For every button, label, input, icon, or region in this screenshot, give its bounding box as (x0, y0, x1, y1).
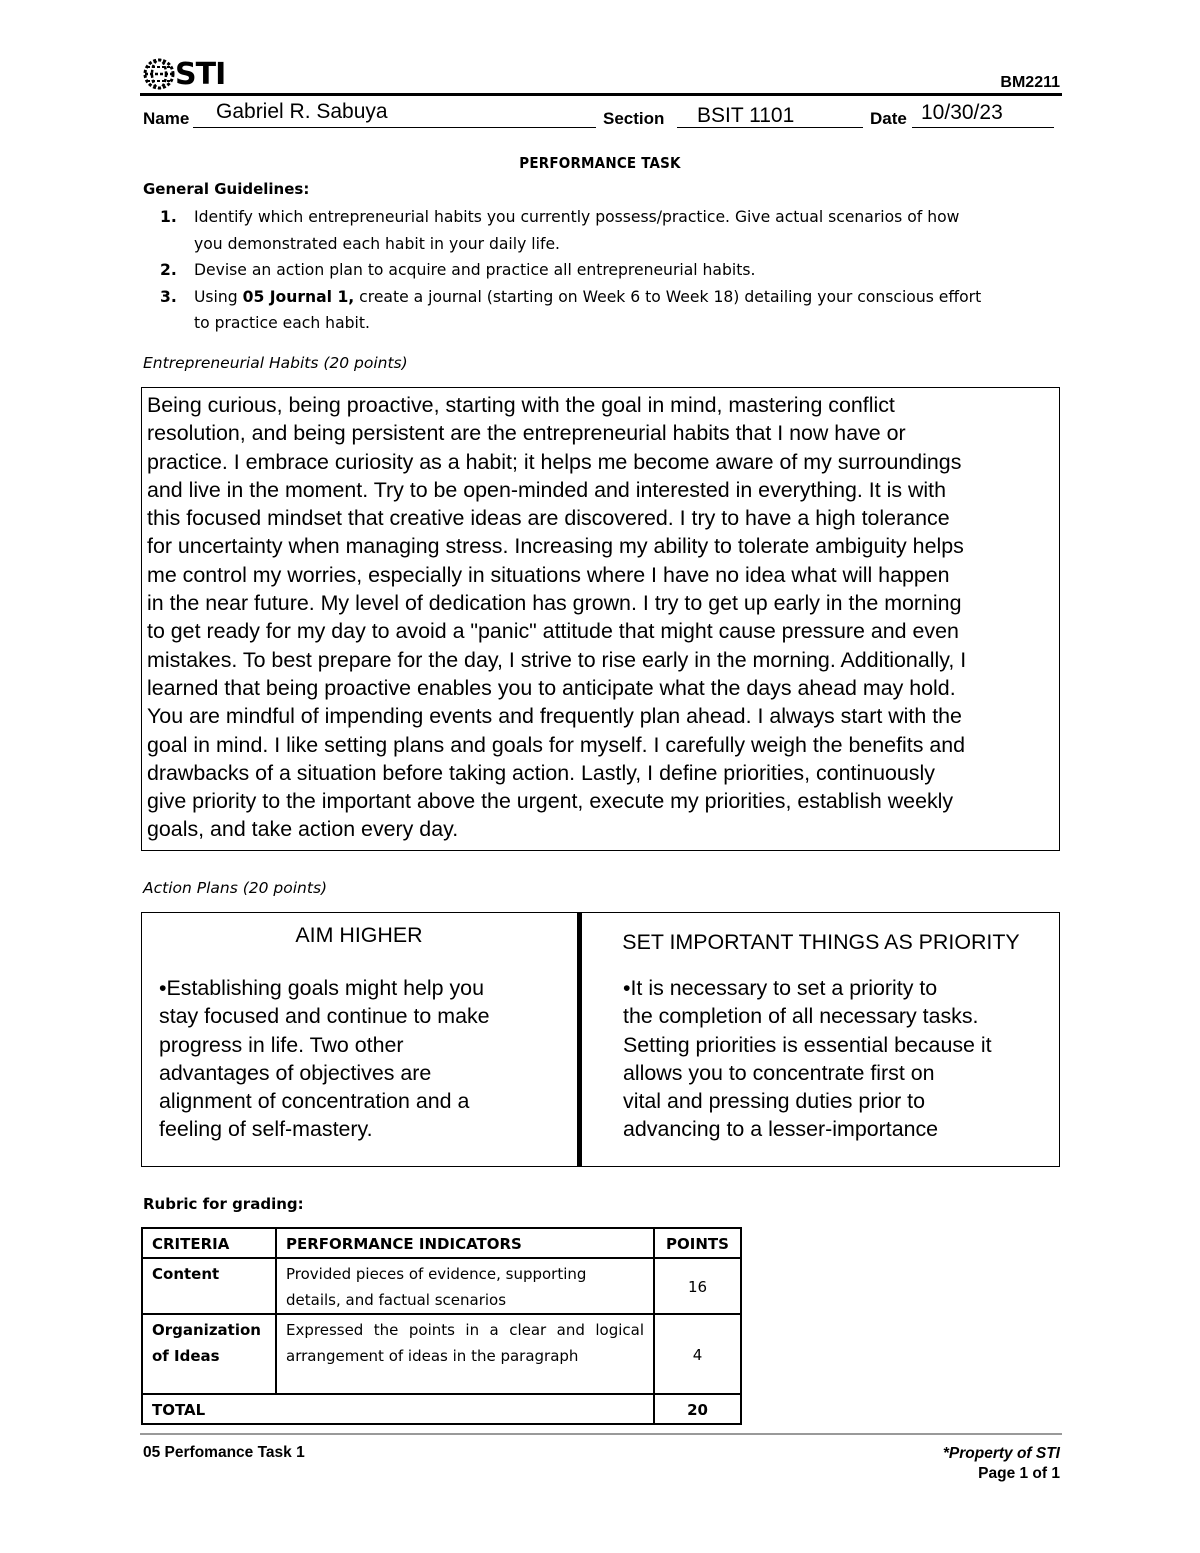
plan-right-heading: SET IMPORTANT THINGS AS PRIORITY (622, 930, 1020, 954)
date-label: Date (870, 109, 907, 128)
indicator-cell: Provided pieces of evidence, supporting details, and factual scenarios (276, 1258, 654, 1314)
journal-reference: 05 Journal 1, (242, 287, 355, 306)
habits-label: Entrepreneurial Habits (20 points) (143, 354, 408, 372)
header-rule (140, 93, 1062, 96)
plans-label: Action Plans (20 points) (143, 879, 328, 897)
column-header-criteria: CRITERIA (142, 1228, 276, 1258)
name-value[interactable]: Gabriel R. Sabuya (216, 100, 388, 123)
sti-logo (143, 58, 225, 90)
guideline-item: 3. Using 05 Journal 1, create a journal (starting on Week 6 to Week 18) detailing your conscious effort to practice each habit. (160, 287, 982, 332)
globe-icon (143, 58, 177, 90)
logo-text: STI (175, 56, 226, 92)
plan-left-heading: AIM HIGHER (295, 923, 423, 947)
table-total-row (142, 1394, 741, 1424)
footer-property: *Property of STI (942, 1445, 1060, 1462)
habits-answer-text: Being curious, being proactive, starting with the goal in mind, mastering conflict resolution, and being persistent are the entrepreneurial habits that I now have or practice. I embrace curiosity as a habit; it helps me become aware of my surroundings and live in the moment. Try to be open-minded and interested in everything. It is with this focused mindset that creative ideas are discovered. I try to have a high tolerance for uncertainty when managing stress. Increasing my ability to tolerate ambiguity helps me control my worries, especially in situations where I have no idea what will happen in the near future. My level of dedication has grown. I try to get up early in the morning to get ready for my day to avoid a "panic" attitude that might cause pressure and even mistakes. To best prepare for the day, I strive to rise early in the morning. Additionally, I learned that being proactive enables you to anticipate what the days ahead may hold. You are mindful of impending events and frequently plan ahead. I always start with the goal in mind. I like setting plans and goals for myself. I carefully weigh the benefits and drawbacks of a situation before taking action. Lastly, I define priorities, continuously give priority to the important above the urgent, execute my priorities, establish weekly goals, and take action every day. (147, 393, 967, 842)
plan-right-body: •It is necessary to set a priority to the completion of all necessary tasks. Setting priorities is essential because it allows you to concentrate first on vital and pressing duties prior to advancing to a lesser-importance (623, 976, 992, 1142)
name-underline (193, 127, 596, 128)
guideline-item: 2. Devise an action plan to acquire and practice all entrepreneurial habits. (160, 261, 756, 279)
points-cell: 4 (654, 1314, 741, 1394)
section-label: Section (603, 109, 665, 128)
name-label: Name (143, 109, 190, 128)
footer-right (943, 1444, 1060, 1484)
footer-page-number: Page 1 of 1 (978, 1465, 1060, 1482)
section-underline (677, 127, 863, 128)
rubric-heading: Rubric for grading: (143, 1195, 304, 1213)
criteria-cell: Content (142, 1258, 276, 1314)
footer-rule (140, 1433, 1062, 1435)
total-label: TOTAL (142, 1394, 654, 1424)
date-underline (912, 127, 1054, 128)
points-cell: 16 (654, 1258, 741, 1314)
table-header-row (142, 1228, 741, 1258)
date-value[interactable]: 10/30/23 (921, 101, 1003, 124)
column-header-points: POINTS (654, 1228, 741, 1258)
table-row (142, 1314, 741, 1394)
column-header-indicators: PERFORMANCE INDICATORS (276, 1228, 654, 1258)
guidelines-heading: General Guidelines: (143, 180, 310, 198)
guidelines-list (143, 204, 1073, 337)
table-row (142, 1258, 741, 1314)
course-code: BM2211 (1000, 74, 1060, 91)
total-points: 20 (654, 1394, 741, 1424)
habits-answer-box[interactable] (141, 387, 1060, 851)
indicator-cell: Expressed the points in a clear and logical arrangement of ideas in the paragraph (276, 1314, 654, 1394)
guideline-item: 1. Identify which entrepreneurial habits you currently possess/practice. Give actual scenarios of how you demonstrated each habit in your daily life. (160, 208, 960, 253)
criteria-cell: Organization of Ideas (142, 1314, 276, 1394)
rubric-table (141, 1227, 742, 1425)
footer-doc-name: 05 Perfomance Task 1 (143, 1444, 305, 1461)
page-title: PERFORMANCE TASK (519, 154, 681, 172)
plan-left-body: •Establishing goals might help you stay focused and continue to make progress in life. Two other advantages of objectives are alignment of concentration and a feeling of self-mastery. (159, 976, 490, 1142)
section-value[interactable]: BSIT 1101 (697, 104, 795, 127)
